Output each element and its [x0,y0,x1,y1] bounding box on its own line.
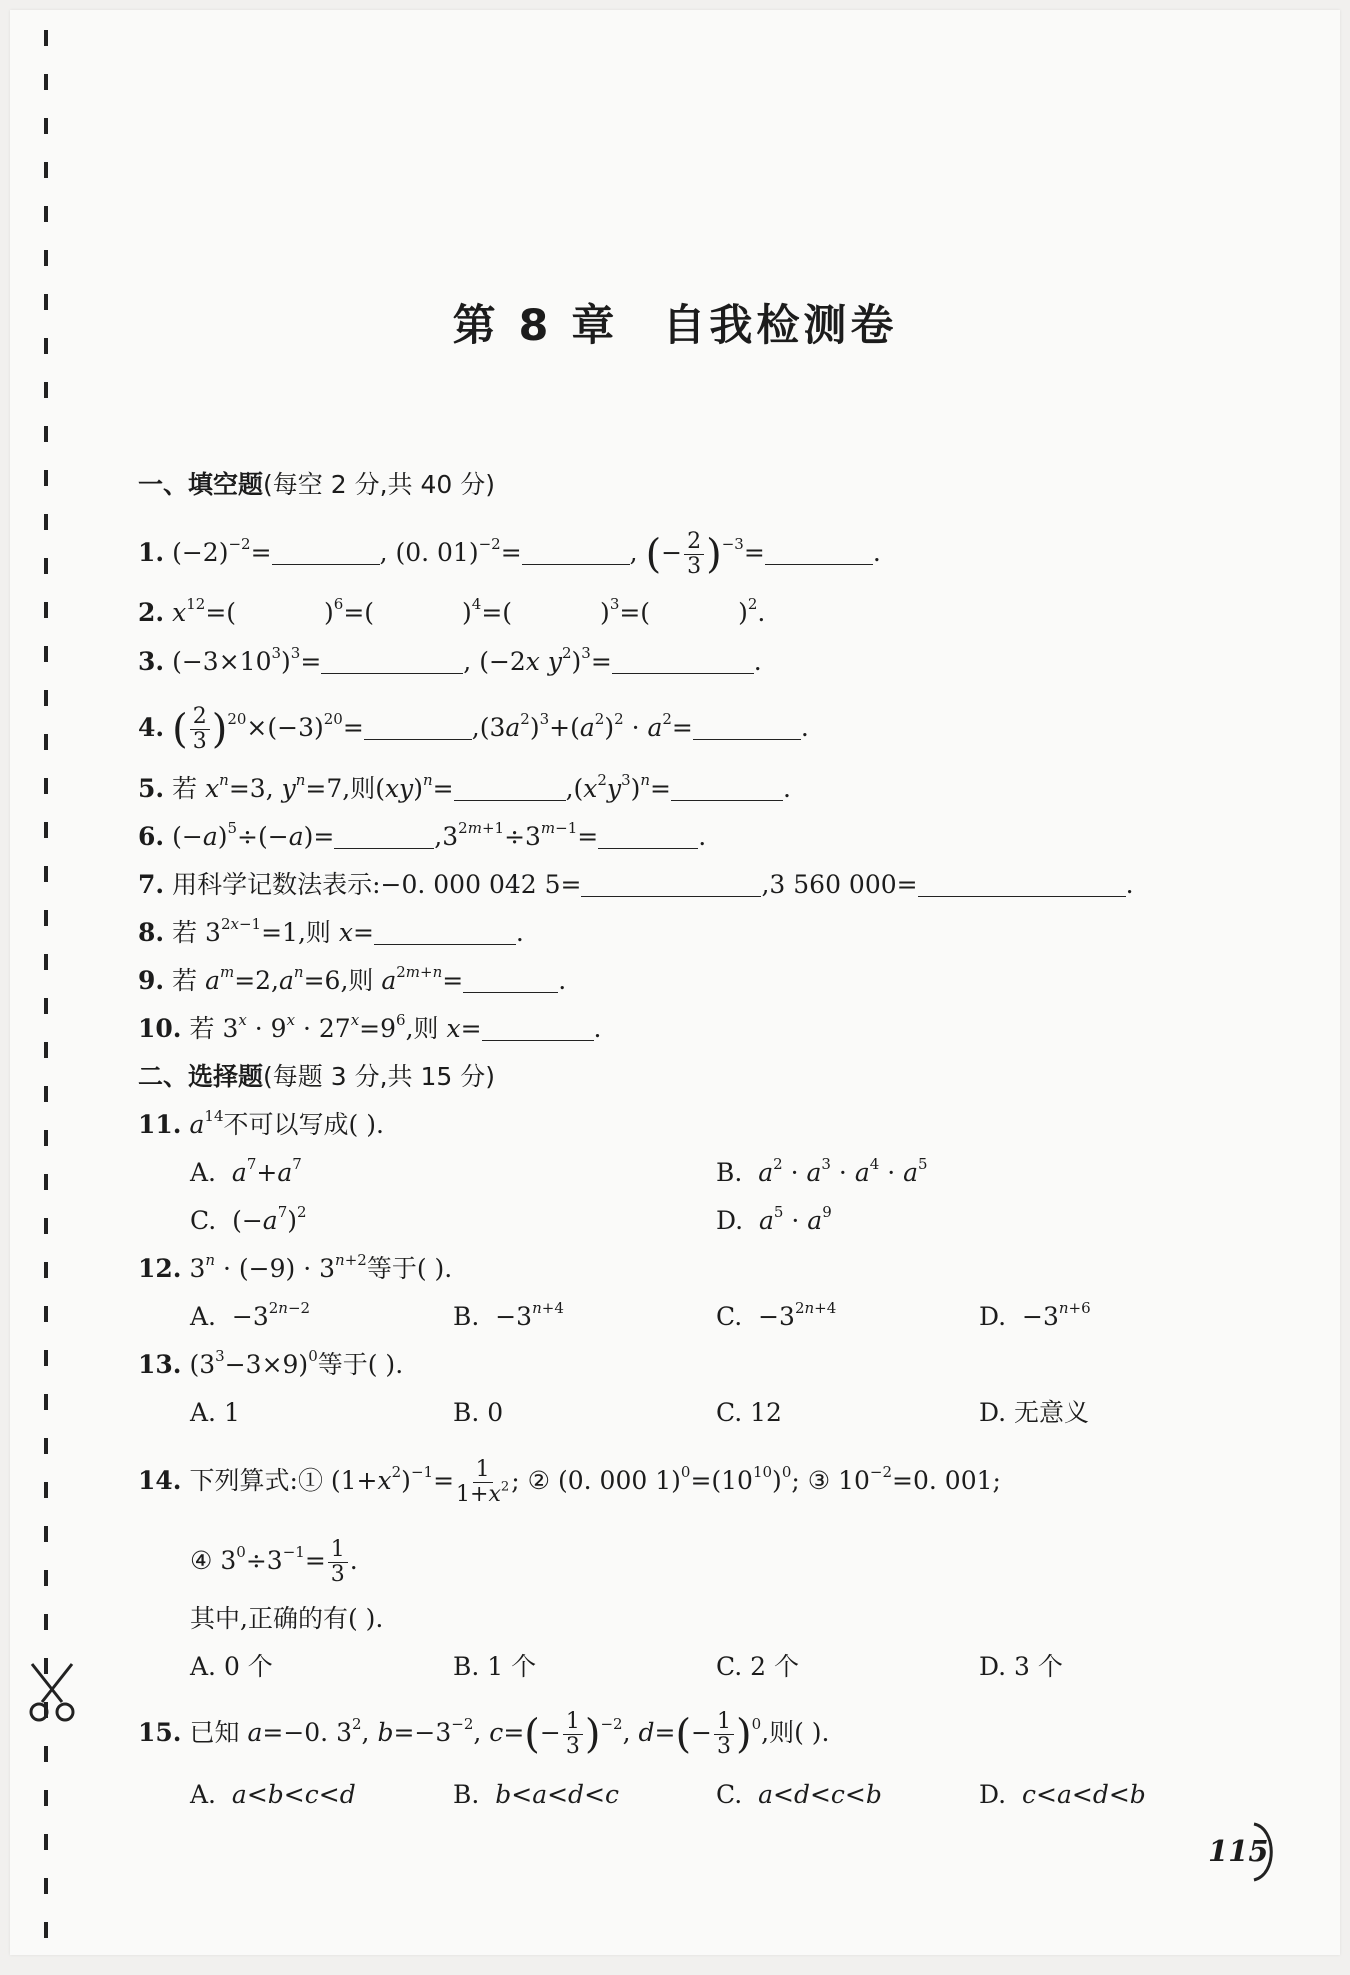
question-3: 3. $(-3\times 10^3)^3=$ , (−2x $y^2)^3=$ . [138,644,762,676]
question-6: 6. $(-a)^5\div(-a)= ,3^{2m+1}\div 3^{m-1}=$ . [138,819,707,851]
answer-blank[interactable] [272,540,380,565]
question-8: 8. 若 $3^{2x-1}=1$,则 x= . [138,915,524,947]
choice-12-a[interactable]: A. $-3^{2n-2}$ [190,1299,311,1331]
answer-blank[interactable] [321,649,463,674]
answer-blank[interactable] [454,776,566,801]
answer-blank[interactable] [918,872,1126,897]
question-14: 14. 下列算式:① $(1+x^2)^{-1}=$ $\frac{1}{1+x^2}$ ; ② (0. 000 $1)^0=(10^{10})^0$; ③ $10^{-2}=0$. 001; [138,1457,1001,1507]
answer-blank[interactable] [765,540,873,565]
choice-13-d[interactable]: D. 无意义 [979,1398,1090,1427]
choice-11-c[interactable]: C. $(-a^7)^2$ [190,1203,307,1235]
choice-12-b[interactable]: B. $-3^{n+4}$ [453,1299,564,1331]
choice-12-c[interactable]: C. $-3^{2n+4}$ [716,1299,837,1331]
answer-blank[interactable] [671,776,783,801]
page-number: 115 [1202,1822,1282,1882]
choice-15-c[interactable]: C. a<d<c<b [716,1780,882,1809]
answer-blank[interactable] [364,715,472,740]
question-5: 5. 若 $x^n=3$, $y^n=7$,则$(xy)^n= ,(x^2y^3)^n=$ . [138,771,791,803]
choice-14-a[interactable]: A. 0 个 [190,1652,273,1681]
choice-15-b[interactable]: B. b<a<d<c [453,1780,620,1809]
chapter-label: 第 8 章 [452,301,619,351]
question-2: 2. $x^{12}=$( )$^6$=( )$^4$=( )$^3$=( )$^2$. [138,595,766,627]
answer-blank[interactable] [482,1016,594,1041]
answer-blank[interactable] [522,540,630,565]
question-14-item-4: ④ $3^0\div 3^{-1}=$ $\frac{1}{3}$ . [190,1537,358,1587]
answer-blank[interactable] [374,920,516,945]
choice-15-a[interactable]: A. a<b<c<d [190,1780,356,1809]
question-15: 15. 已知 a=−0. $3^2$, $b=-3^{-2}$, c=(− $\frac{1}{3}$ )$^{-2}$, d=(− $\frac{1}{3}$ )$^0$,则( ). [138,1709,830,1759]
answer-blank[interactable] [598,824,698,849]
section-heading-multiple-choice: 二、选择题(每题 3 分,共 15 分) [138,1062,495,1091]
answer-blank[interactable] [463,968,558,993]
choice-11-d[interactable]: D. $a^5 \cdot a^9$ [716,1203,832,1235]
choice-12-d[interactable]: D. $-3^{n+6}$ [979,1299,1091,1331]
answer-blank[interactable] [334,824,434,849]
choice-14-b[interactable]: B. 1 个 [453,1652,537,1681]
choice-14-d[interactable]: D. 3 个 [979,1652,1063,1681]
answer-blank[interactable] [612,649,754,674]
question-9: 9. 若 $a^m=2,a^n=6$,则 $a^{2m+n}=$ . [138,963,567,995]
section-heading-fill-in: 一、填空题(每空 2 分,共 40 分) [138,470,495,499]
question-7: 7. 用科学记数法表示:−0. 000 042 5= ,3 560 000= . [138,870,1134,899]
choice-11-a[interactable]: A. $a^7+a^7$ [190,1155,302,1187]
question-4: 4. ( $\frac{2}{3}$ )$^{20}\times(-3)^{20}= ,(3a^2)^3+(a^2)^2 \cdot a^2=$ . [138,704,809,754]
scissors-icon [24,1662,82,1724]
title-name: 自我检测卷 [662,301,898,351]
question-12: 12. $3^n \cdot (-9) \cdot 3^{n+2}$等于( ). [138,1251,453,1283]
choice-13-b[interactable]: B. 0 [453,1398,504,1427]
question-10: 10. 若 $3^x \cdot 9^x \cdot 27^x=9^6$,则 x= . [138,1011,602,1043]
page-title [10,292,1340,353]
worksheet-page [10,10,1340,1955]
choice-15-d[interactable]: D. c<a<d<b [979,1780,1146,1809]
question-11: 11. $a^{14}$不可以写成( ). [138,1107,384,1139]
choice-14-c[interactable]: C. 2 个 [716,1652,799,1681]
answer-blank[interactable] [693,715,801,740]
answer-blank[interactable] [581,872,761,897]
question-1: 1. $(-2)^{-2}=$ , (0. 01)$^{-2}$= , (− $\frac{2}{3}$ )$^{-3}$= . [138,529,881,579]
choice-13-a[interactable]: A. 1 [190,1398,240,1427]
question-13: 13. $(3^3-3\times 9)^0$等于( ). [138,1347,404,1379]
choice-13-c[interactable]: C. 12 [716,1398,782,1427]
question-14-prompt: 其中,正确的有( ). [190,1604,384,1633]
choice-11-b[interactable]: B. $a^2 \cdot a^3 \cdot a^4 \cdot a^5$ [716,1155,928,1187]
